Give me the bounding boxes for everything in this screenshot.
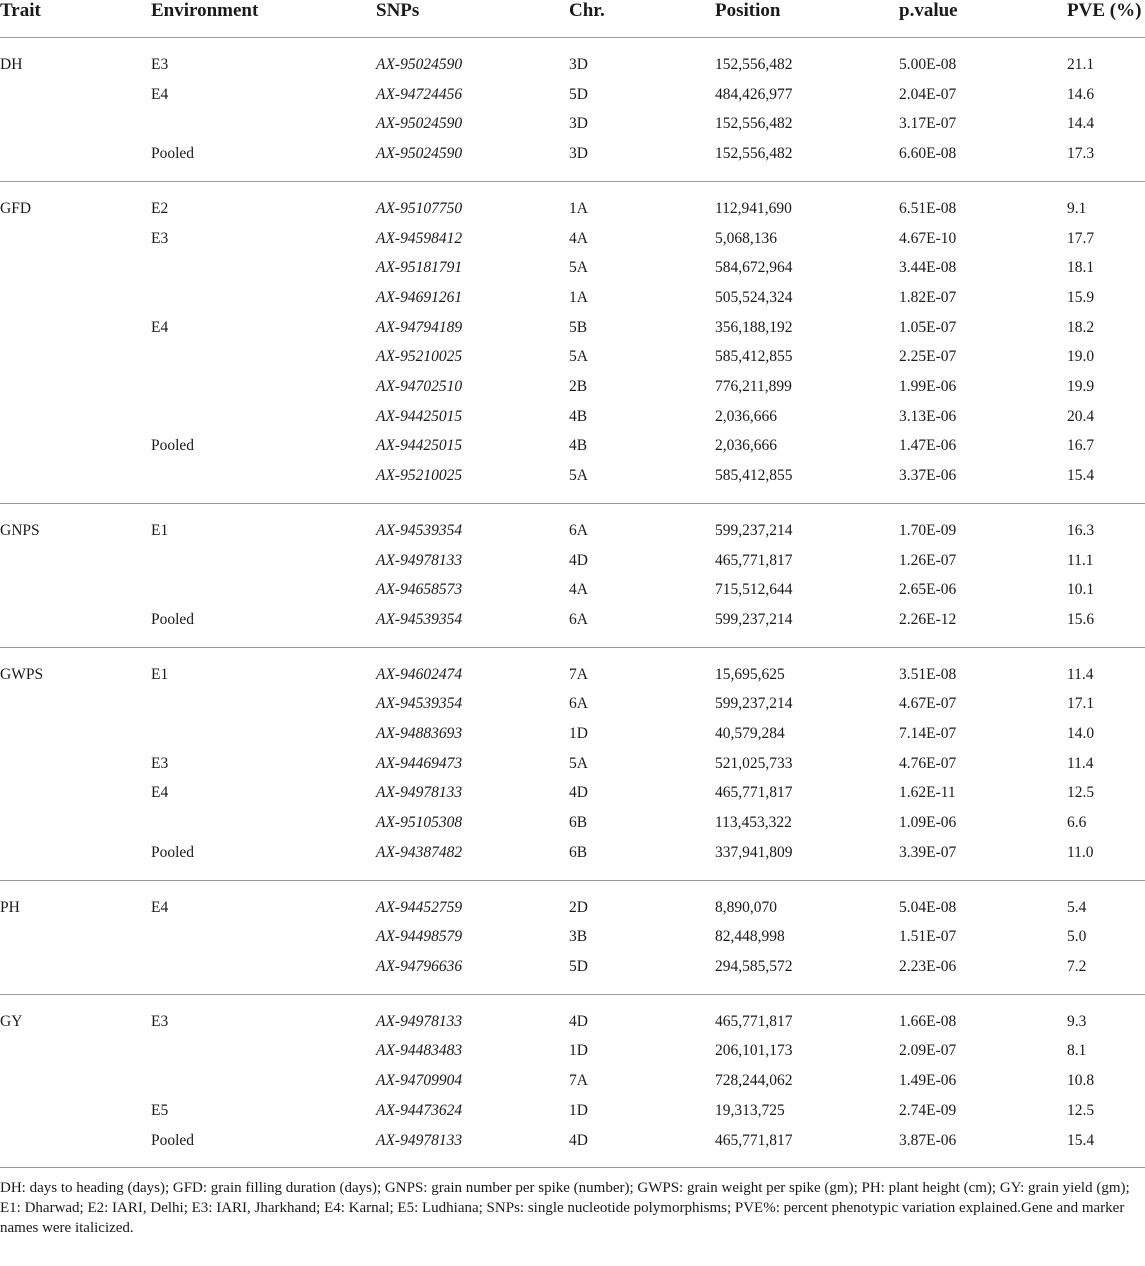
- environment-cell: E2: [151, 199, 169, 217]
- trait-group: [0, 880, 1145, 994]
- environment-cell: [151, 461, 376, 503]
- pvalue-cell: 3.37E-06: [899, 467, 957, 485]
- position-cell: 294,585,572: [715, 957, 793, 975]
- trait-cell: [0, 372, 151, 402]
- pvalue-cell: 3.87E-06: [899, 1131, 957, 1149]
- chr-cell: 1A: [569, 199, 588, 217]
- pve-cell: 11.4: [1067, 754, 1094, 772]
- table-body: [0, 38, 1145, 1168]
- table-row: [0, 922, 1145, 952]
- snp-cell: AX-95024590: [376, 145, 463, 163]
- environment-cell: [151, 283, 376, 313]
- table-row: [0, 575, 1145, 605]
- environment-cell: Pooled: [151, 437, 195, 455]
- pve-cell: 15.4: [1067, 467, 1095, 485]
- pvalue-cell: 2.04E-07: [899, 85, 957, 103]
- pve-cell: 21.1: [1067, 56, 1095, 73]
- position-cell: 2,036,666: [715, 407, 777, 425]
- snp-cell: AX-94425015: [376, 407, 463, 425]
- position-cell: 584,672,964: [715, 259, 793, 277]
- pve-cell: 5.0: [1067, 928, 1087, 946]
- environment-cell: [151, 402, 376, 432]
- chr-cell: 4D: [569, 1012, 588, 1030]
- table-row: [0, 109, 1145, 139]
- chr-cell: 1D: [569, 1042, 588, 1060]
- table-row: [0, 431, 1145, 461]
- table-row: [0, 38, 1145, 80]
- table-row: [0, 838, 1145, 880]
- table-row: [0, 1096, 1145, 1126]
- environment-cell: [151, 109, 376, 139]
- pve-cell: 19.9: [1067, 378, 1095, 396]
- chr-cell: 6A: [569, 521, 588, 539]
- position-cell: 2,036,666: [715, 437, 777, 455]
- pvalue-cell: 2.09E-07: [899, 1042, 957, 1060]
- pvalue-cell: 3.17E-07: [899, 115, 957, 133]
- header-row: [0, 0, 1145, 38]
- position-cell: 152,556,482: [715, 56, 793, 73]
- snp-cell: AX-94387482: [376, 843, 463, 861]
- chr-cell: 4D: [569, 551, 588, 569]
- pvalue-cell: 3.51E-08: [899, 665, 957, 683]
- table-header: [0, 0, 1145, 38]
- table-row: [0, 283, 1145, 313]
- trait-cell: [0, 838, 151, 880]
- table-row: [0, 313, 1145, 343]
- chr-cell: 3B: [569, 928, 588, 946]
- trait-cell: [0, 689, 151, 719]
- pve-cell: 15.6: [1067, 610, 1095, 628]
- pve-cell: 11.0: [1067, 843, 1094, 861]
- snp-cell: AX-94691261: [376, 288, 463, 306]
- environment-cell: [151, 808, 376, 838]
- pve-cell: 19.0: [1067, 348, 1095, 366]
- pve-cell: 15.9: [1067, 288, 1095, 306]
- snp-cell: AX-94978133: [376, 551, 463, 569]
- environment-cell: [151, 342, 376, 372]
- snp-cell: AX-94425015: [376, 437, 463, 455]
- pve-cell: 12.5: [1067, 784, 1095, 802]
- trait-cell: [0, 431, 151, 461]
- pve-cell: 9.1: [1067, 199, 1087, 217]
- trait-cell: [0, 313, 151, 343]
- position-cell: 599,237,214: [715, 610, 793, 628]
- environment-cell: E4: [151, 318, 169, 336]
- position-cell: 585,412,855: [715, 348, 793, 366]
- chr-cell: 4A: [569, 229, 588, 247]
- chr-cell: 1D: [569, 725, 588, 743]
- trait-cell: [0, 605, 151, 647]
- table-row: [0, 80, 1145, 110]
- pvalue-cell: 1.62E-11: [899, 784, 956, 802]
- trait-cell: [0, 139, 151, 181]
- pve-cell: 10.1: [1067, 581, 1095, 599]
- chr-cell: 2B: [569, 378, 588, 396]
- position-cell: 465,771,817: [715, 784, 793, 802]
- snp-cell: AX-95181791: [376, 259, 463, 277]
- position-cell: 776,211,899: [715, 378, 792, 396]
- pve-cell: 14.4: [1067, 115, 1095, 133]
- environment-cell: E4: [151, 898, 169, 916]
- header-chr: Chr.: [569, 0, 715, 38]
- table-row: [0, 605, 1145, 647]
- snp-cell: AX-94598412: [376, 229, 463, 247]
- pvalue-cell: 2.25E-07: [899, 348, 957, 366]
- snp-association-table-body: [0, 38, 1145, 1168]
- pve-cell: 8.1: [1067, 1042, 1087, 1060]
- chr-cell: 6A: [569, 695, 588, 713]
- pvalue-cell: 7.14E-07: [899, 725, 957, 743]
- trait-cell: [0, 749, 151, 779]
- pvalue-cell: 5.04E-08: [899, 898, 957, 916]
- trait-cell: [0, 402, 151, 432]
- position-cell: 5,068,136: [715, 229, 777, 247]
- pve-cell: 11.1: [1067, 551, 1094, 569]
- pve-cell: 17.1: [1067, 695, 1095, 713]
- pve-cell: 5.4: [1067, 898, 1087, 916]
- environment-cell: [151, 372, 376, 402]
- snp-cell: AX-95105308: [376, 814, 463, 832]
- trait-group: [0, 503, 1145, 647]
- position-cell: 505,524,324: [715, 288, 793, 306]
- header-trait: Trait: [0, 0, 151, 38]
- snp-cell: AX-95107750: [376, 199, 463, 217]
- pve-cell: 20.4: [1067, 407, 1095, 425]
- chr-cell: 1D: [569, 1101, 588, 1119]
- header-environment: Environment: [151, 0, 376, 38]
- table-row: [0, 1066, 1145, 1096]
- pvalue-cell: 3.44E-08: [899, 259, 957, 277]
- chr-cell: 5A: [569, 467, 588, 485]
- environment-cell: E4: [151, 85, 169, 103]
- pve-cell: 17.7: [1067, 229, 1095, 247]
- table-row: [0, 461, 1145, 503]
- chr-cell: 5A: [569, 259, 588, 277]
- trait-cell: [0, 952, 151, 994]
- position-cell: 152,556,482: [715, 145, 793, 163]
- snp-cell: AX-94452759: [376, 898, 463, 916]
- pvalue-cell: 5.00E-08: [899, 56, 957, 73]
- trait-cell: GFD: [0, 199, 32, 217]
- snp-cell: AX-94794189: [376, 318, 463, 336]
- position-cell: 8,890,070: [715, 898, 777, 916]
- environment-cell: E3: [151, 229, 169, 247]
- environment-cell: E3: [151, 1012, 169, 1030]
- pvalue-cell: 4.76E-07: [899, 754, 957, 772]
- pvalue-cell: 2.65E-06: [899, 581, 957, 599]
- snp-cell: AX-94539354: [376, 521, 463, 539]
- chr-cell: 4A: [569, 581, 588, 599]
- table-row: [0, 808, 1145, 838]
- table-row: [0, 181, 1145, 223]
- position-cell: 113,453,322: [715, 814, 792, 832]
- chr-cell: 3D: [569, 145, 588, 163]
- environment-cell: E5: [151, 1101, 169, 1119]
- chr-cell: 5D: [569, 85, 588, 103]
- position-cell: 585,412,855: [715, 467, 793, 485]
- position-cell: 206,101,173: [715, 1042, 793, 1060]
- pvalue-cell: 4.67E-07: [899, 695, 957, 713]
- environment-cell: [151, 546, 376, 576]
- table-row: [0, 1126, 1145, 1168]
- snp-cell: AX-94483483: [376, 1042, 463, 1060]
- position-cell: 337,941,809: [715, 843, 793, 861]
- trait-cell: [0, 109, 151, 139]
- environment-cell: Pooled: [151, 610, 195, 628]
- table-row: [0, 880, 1145, 922]
- pve-cell: 16.7: [1067, 437, 1095, 455]
- trait-cell: [0, 1126, 151, 1168]
- trait-cell: PH: [0, 898, 20, 916]
- environment-cell: [151, 575, 376, 605]
- snp-cell: AX-94539354: [376, 610, 463, 628]
- chr-cell: 5B: [569, 318, 588, 336]
- pvalue-cell: 2.23E-06: [899, 957, 957, 975]
- table-row: [0, 719, 1145, 749]
- pvalue-cell: 6.51E-08: [899, 199, 957, 217]
- header-pve: PVE (%): [1067, 0, 1145, 38]
- snp-association-table: [0, 0, 1145, 38]
- table-row: [0, 139, 1145, 181]
- trait-cell: [0, 224, 151, 254]
- table-footnote: DH: days to heading (days); GFD: grain filling duration (days); GNPS: grain number per spike (number); GWPS: grain weight per spike (gm); PH: plant height (cm); GY: grain yield (gm); E1: Dharwad; E2: IARI, Delhi; E3: IARI, Jharkhand; E4: Karnal; E5: Ludhiana; SNPs: single nucleotide polymorphisms; PVE%: percent phenotypic variation explained.Gene and marker names were italicized.: [0, 1180, 1130, 1237]
- table-row: [0, 749, 1145, 779]
- snp-cell: AX-94539354: [376, 695, 463, 713]
- pve-cell: 18.1: [1067, 259, 1095, 277]
- snp-cell: AX-95210025: [376, 467, 463, 485]
- pvalue-cell: 6.60E-08: [899, 145, 957, 163]
- trait-cell: [0, 808, 151, 838]
- pvalue-cell: 1.82E-07: [899, 288, 957, 306]
- table-row: [0, 778, 1145, 808]
- trait-cell: GY: [0, 1012, 23, 1030]
- environment-cell: E3: [151, 754, 169, 772]
- trait-cell: GNPS: [0, 521, 40, 539]
- pvalue-cell: 1.51E-07: [899, 928, 957, 946]
- pve-cell: 16.3: [1067, 521, 1095, 539]
- environment-cell: E4: [151, 784, 169, 802]
- pvalue-cell: 2.26E-12: [899, 610, 957, 628]
- pve-cell: 14.0: [1067, 725, 1095, 743]
- snp-cell: AX-94469473: [376, 754, 463, 772]
- position-cell: 112,941,690: [715, 199, 792, 217]
- trait-cell: [0, 461, 151, 503]
- chr-cell: 6B: [569, 814, 588, 832]
- environment-cell: Pooled: [151, 1131, 195, 1149]
- trait-cell: [0, 283, 151, 313]
- chr-cell: 7A: [569, 1072, 588, 1090]
- chr-cell: 5D: [569, 957, 588, 975]
- environment-cell: [151, 719, 376, 749]
- snp-cell: AX-94883693: [376, 725, 463, 743]
- snp-cell: AX-94498579: [376, 928, 463, 946]
- trait-cell: [0, 1096, 151, 1126]
- environment-cell: [151, 1036, 376, 1066]
- position-cell: 521,025,733: [715, 754, 793, 772]
- position-cell: 82,448,998: [715, 928, 785, 946]
- environment-cell: Pooled: [151, 145, 195, 163]
- position-cell: 728,244,062: [715, 1072, 793, 1090]
- position-cell: 715,512,644: [715, 581, 793, 599]
- pve-cell: 18.2: [1067, 318, 1095, 336]
- table-row: [0, 224, 1145, 254]
- snp-cell: AX-94473624: [376, 1101, 463, 1119]
- header-pvalue: p.value: [899, 0, 1067, 38]
- header-snps: SNPs: [376, 0, 569, 38]
- pve-cell: 10.8: [1067, 1072, 1095, 1090]
- pve-cell: 9.3: [1067, 1012, 1087, 1030]
- chr-cell: 6B: [569, 843, 588, 861]
- pve-cell: 14.6: [1067, 85, 1095, 103]
- snp-cell: AX-94796636: [376, 957, 463, 975]
- position-cell: 356,188,192: [715, 318, 793, 336]
- position-cell: 15,695,625: [715, 665, 785, 683]
- trait-cell: GWPS: [0, 665, 44, 683]
- trait-cell: [0, 342, 151, 372]
- position-cell: 599,237,214: [715, 521, 793, 539]
- chr-cell: 2D: [569, 898, 588, 916]
- pvalue-cell: 1.49E-06: [899, 1072, 957, 1090]
- trait-cell: [0, 778, 151, 808]
- chr-cell: 7A: [569, 665, 588, 683]
- pvalue-cell: 1.05E-07: [899, 318, 957, 336]
- chr-cell: 3D: [569, 115, 588, 133]
- snp-cell: AX-94702510: [376, 378, 463, 396]
- position-cell: 40,579,284: [715, 725, 785, 743]
- trait-cell: [0, 719, 151, 749]
- table-row: [0, 647, 1145, 689]
- table-row: [0, 1036, 1145, 1066]
- environment-cell: [151, 253, 376, 283]
- position-cell: 152,556,482: [715, 115, 793, 133]
- table-row: [0, 402, 1145, 432]
- chr-cell: 1A: [569, 288, 588, 306]
- table-row: [0, 342, 1145, 372]
- snp-cell: AX-94724456: [376, 85, 463, 103]
- position-cell: 19,313,725: [715, 1101, 785, 1119]
- pve-cell: 6.6: [1067, 814, 1087, 832]
- chr-cell: 4B: [569, 407, 588, 425]
- snp-cell: AX-95024590: [376, 115, 463, 133]
- table-row: [0, 372, 1145, 402]
- table-row: [0, 253, 1145, 283]
- environment-cell: [151, 952, 376, 994]
- pvalue-cell: 1.26E-07: [899, 551, 957, 569]
- table-row: [0, 994, 1145, 1036]
- pve-cell: 7.2: [1067, 957, 1087, 975]
- trait-cell: [0, 253, 151, 283]
- pve-cell: 15.4: [1067, 1131, 1095, 1149]
- trait-cell: [0, 1036, 151, 1066]
- snp-cell: AX-95210025: [376, 348, 463, 366]
- environment-cell: E3: [151, 56, 169, 73]
- position-cell: 484,426,977: [715, 85, 793, 103]
- pvalue-cell: 3.13E-06: [899, 407, 957, 425]
- trait-group: [0, 181, 1145, 503]
- pvalue-cell: 1.70E-09: [899, 521, 957, 539]
- snp-cell: AX-94978133: [376, 1131, 463, 1149]
- pve-cell: 11.4: [1067, 665, 1094, 683]
- environment-cell: E1: [151, 521, 169, 539]
- environment-cell: E1: [151, 665, 169, 683]
- pvalue-cell: 2.74E-09: [899, 1101, 957, 1119]
- environment-cell: [151, 1066, 376, 1096]
- position-cell: 465,771,817: [715, 1131, 793, 1149]
- trait-cell: [0, 546, 151, 576]
- position-cell: 465,771,817: [715, 1012, 793, 1030]
- pvalue-cell: 1.66E-08: [899, 1012, 957, 1030]
- environment-cell: [151, 689, 376, 719]
- chr-cell: 4D: [569, 1131, 588, 1149]
- trait-cell: [0, 575, 151, 605]
- table-row: [0, 952, 1145, 994]
- pve-cell: 12.5: [1067, 1101, 1095, 1119]
- chr-cell: 5A: [569, 754, 588, 772]
- trait-cell: [0, 1066, 151, 1096]
- pvalue-cell: 1.47E-06: [899, 437, 957, 455]
- chr-cell: 5A: [569, 348, 588, 366]
- table-row: [0, 503, 1145, 545]
- trait-group: [0, 38, 1145, 181]
- chr-cell: 6A: [569, 610, 588, 628]
- snp-cell: AX-94709904: [376, 1072, 463, 1090]
- pvalue-cell: 1.09E-06: [899, 814, 957, 832]
- trait-cell: [0, 80, 151, 110]
- environment-cell: [151, 922, 376, 952]
- snp-cell: AX-94602474: [376, 665, 463, 683]
- snp-cell: AX-94978133: [376, 1012, 463, 1030]
- trait-group: [0, 994, 1145, 1168]
- snp-cell: AX-94658573: [376, 581, 463, 599]
- pvalue-cell: 1.99E-06: [899, 378, 957, 396]
- position-cell: 599,237,214: [715, 695, 793, 713]
- table-row: [0, 689, 1145, 719]
- header-position: Position: [715, 0, 899, 38]
- chr-cell: 4D: [569, 784, 588, 802]
- trait-cell: [0, 922, 151, 952]
- pvalue-cell: 3.39E-07: [899, 843, 957, 861]
- chr-cell: 4B: [569, 437, 588, 455]
- snp-cell: AX-94978133: [376, 784, 463, 802]
- table-row: [0, 546, 1145, 576]
- chr-cell: 3D: [569, 56, 588, 73]
- trait-cell: DH: [0, 56, 23, 73]
- environment-cell: Pooled: [151, 843, 195, 861]
- position-cell: 465,771,817: [715, 551, 793, 569]
- snp-cell: AX-95024590: [376, 56, 463, 73]
- pve-cell: 17.3: [1067, 145, 1095, 163]
- pvalue-cell: 4.67E-10: [899, 229, 957, 247]
- trait-group: [0, 647, 1145, 880]
